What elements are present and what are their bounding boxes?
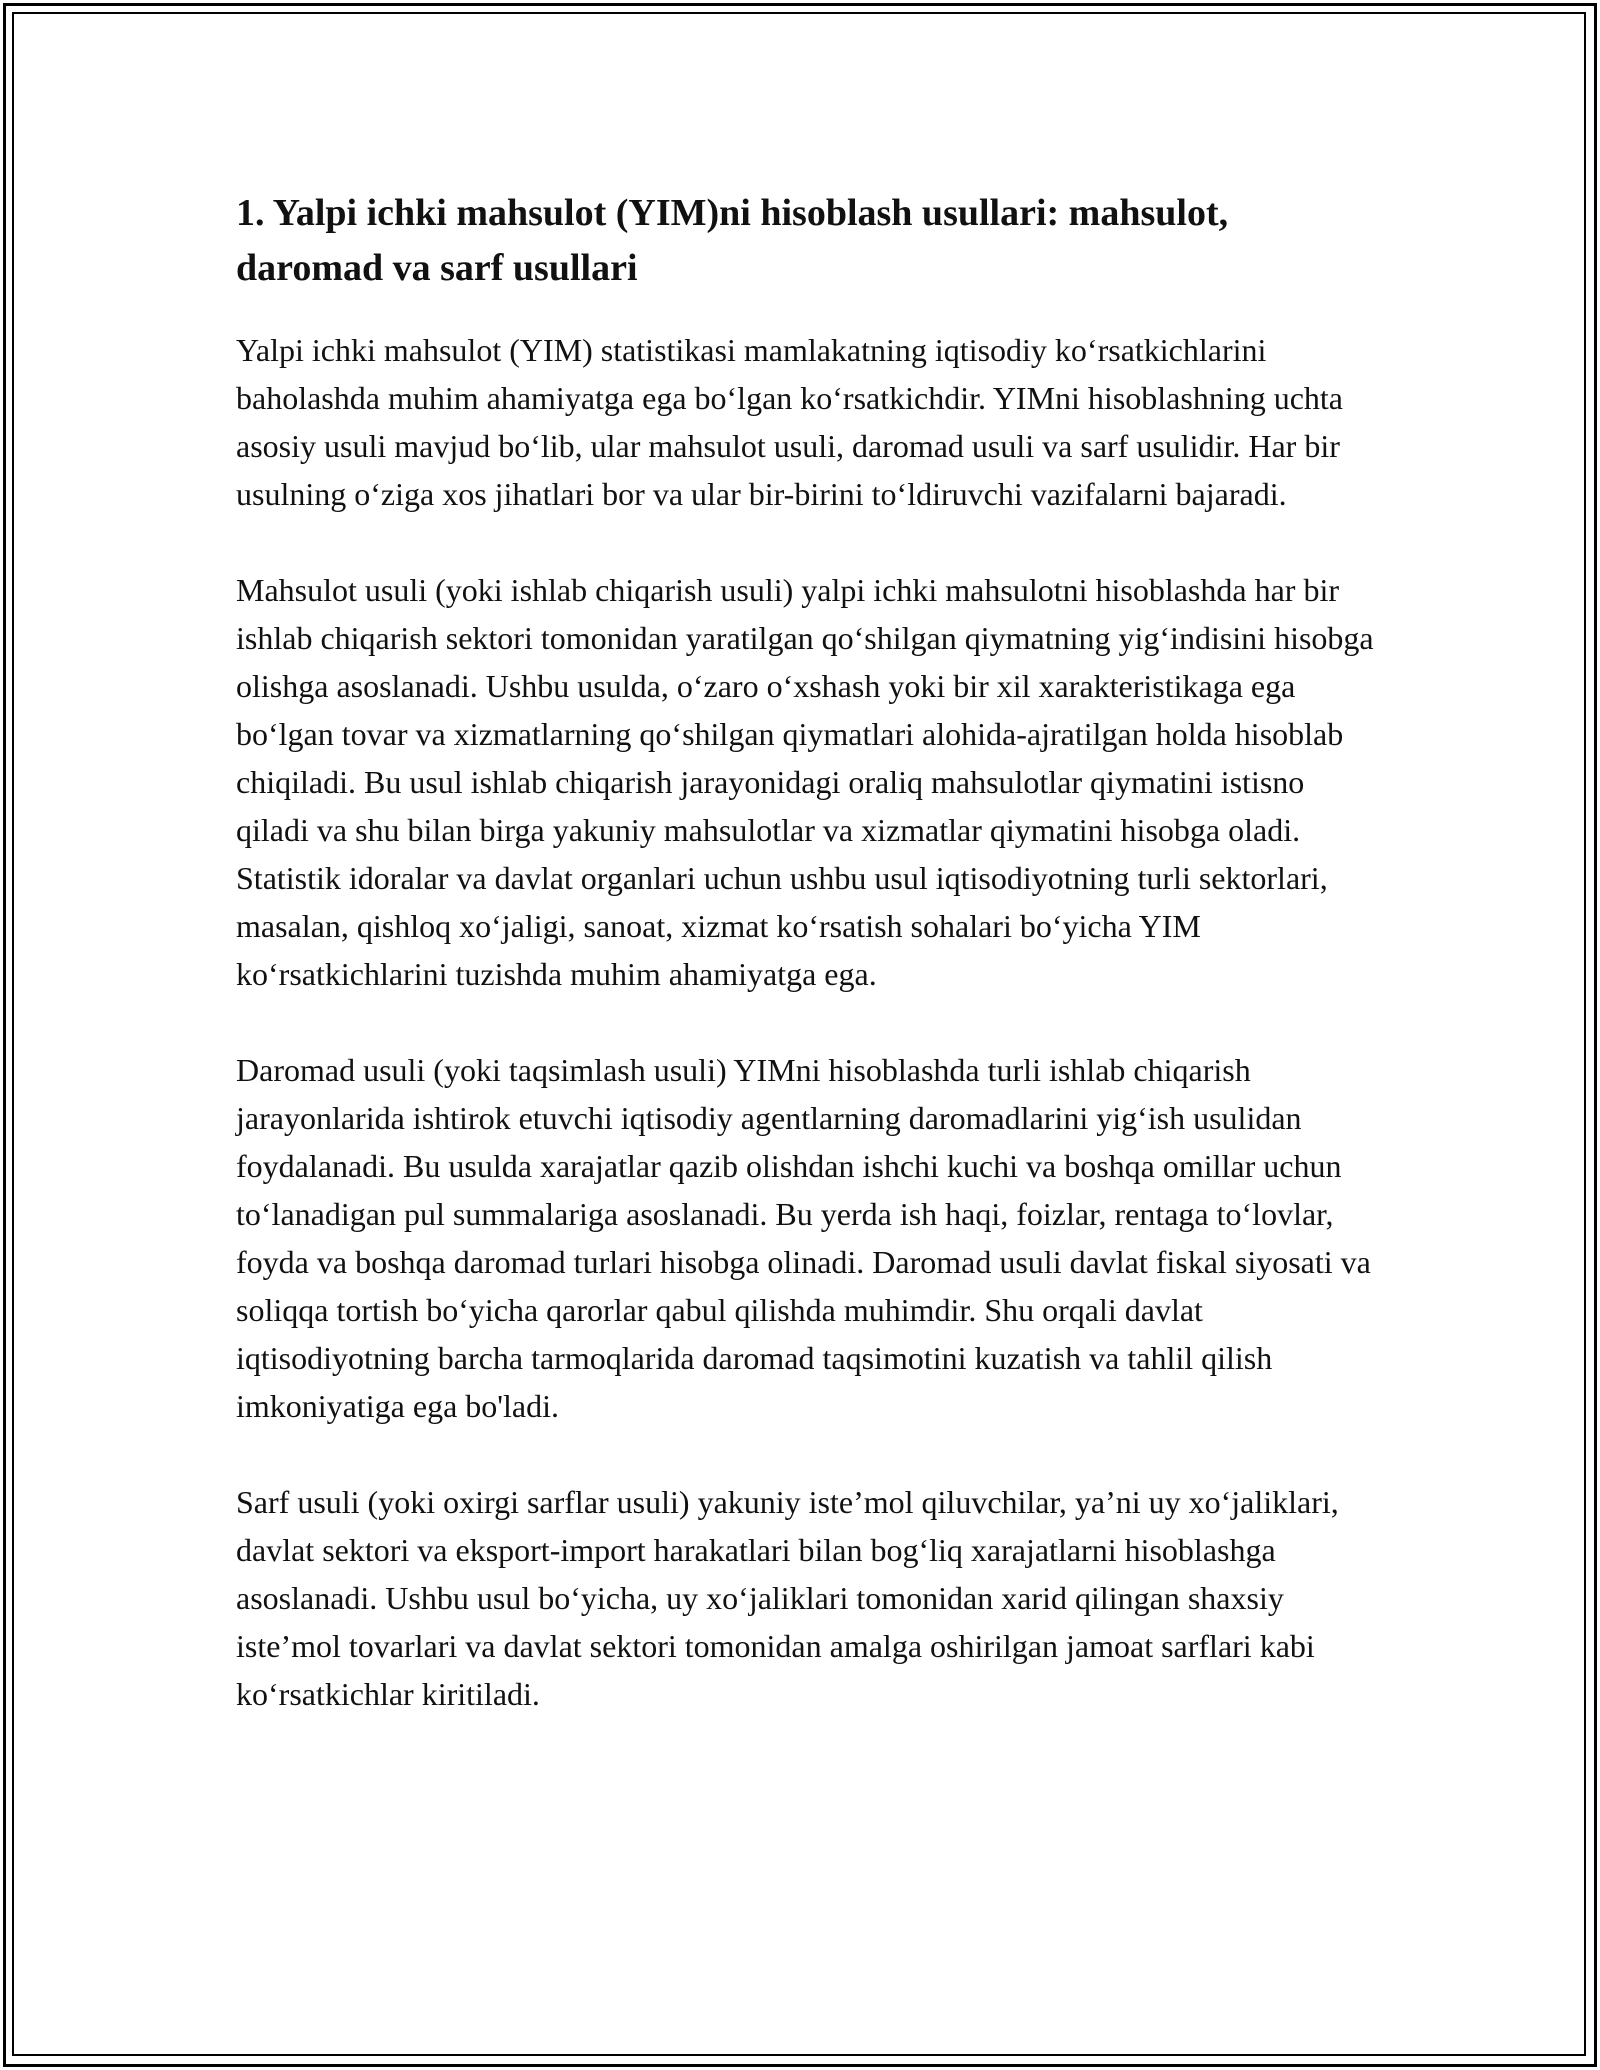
paragraph-income-method: Daromad usuli (yoki taqsimlash usuli) YIMni hisoblashda turli ishlab chiqarish jarayonlarida ishtirok etuvchi iqtisodiy agentlarning daromadlarini yig‘ish usulidan foydalanadi. Bu usulda xarajatlar qazib olishdan ishchi kuchi va boshqa omillar uchun to‘lanadigan pul summalariga asoslanadi. Bu yerda ish haqi, foizlar, rentaga to‘lovlar, foyda va boshqa daromad turlari hisobga olinadi. Daromad usuli davlat fiskal siyosati va soliqqa tortish bo‘yicha qarorlar qabul qilishda muhimdir. Shu orqali davlat iqtisodiyotning barcha tarmoqlarida daromad taqsimotini kuzatish va tahlil qilish imkoniyatiga ega bo'ladi. bbox=[236, 1052, 1371, 1424]
paragraph-intro: Yalpi ichki mahsulot (YIM) statistikasi mamlakatning iqtisodiy ko‘rsatkichlarini baholashda muhim ahamiyatga ega bo‘lgan ko‘rsatkichdir. YIMni hisoblashning uchta asosiy usuli mavjud bo‘lib, ular mahsulot usuli, daromad usuli va sarf usulidir. Har bir usulning o‘ziga xos jihatlari bor va ular bir-birini to‘ldiruvchi vazifalarni bajaradi. bbox=[236, 332, 1343, 512]
paragraph-product-method: Mahsulot usuli (yoki ishlab chiqarish usuli) yalpi ichki mahsulotni hisoblashda har bir ishlab chiqarish sektori tomonidan yaratilgan qo‘shilgan qiymatning yig‘indisini hisobga olishga asoslanadi. Ushbu usulda, o‘zaro o‘xshash yoki bir xil xarakteristikaga ega bo‘lgan tovar va xizmatlarning qo‘shilgan qiymatlari alohida-ajratilgan holda hisoblab chiqiladi. Bu usul ishlab chiqarish jarayonidagi oraliq mahsulotlar qiymatini istisno qiladi va shu bilan birga yakuniy mahsulotlar va xizmatlar qiymatini hisobga oladi. Statistik idoralar va davlat organlari uchun ushbu usul iqtisodiyotning turli sektorlari, masalan, qishloq xo‘jaligi, sanoat, xizmat ko‘rsatish sohalari bo‘yicha YIM ko‘rsatkichlarini tuzishda muhim ahamiyatga ega. bbox=[236, 572, 1374, 992]
section-title: 1. Yalpi ichki mahsulot (YIM)ni hisoblash usullari: mahsulot, daromad va sarf usullari bbox=[236, 192, 1229, 289]
paragraph-expenditure-method: Sarf usuli (yoki oxirgi sarflar usuli) yakuniy iste’mol qiluvchilar, ya’ni uy xo‘jaliklari, davlat sektori va eksport-import harakatlari bilan bog‘liq xarajatlarni hisoblashga asoslanadi. Ushbu usul bo‘yicha, uy xo‘jaliklari tomonidan xarid qilingan shaxsiy iste’mol tovarlari va davlat sektori tomonidan amalga oshirilgan jamoat sarflari kabi ko‘rsatkichlar kiritiladi. bbox=[236, 1484, 1339, 1712]
document-body bbox=[236, 186, 1376, 1766]
